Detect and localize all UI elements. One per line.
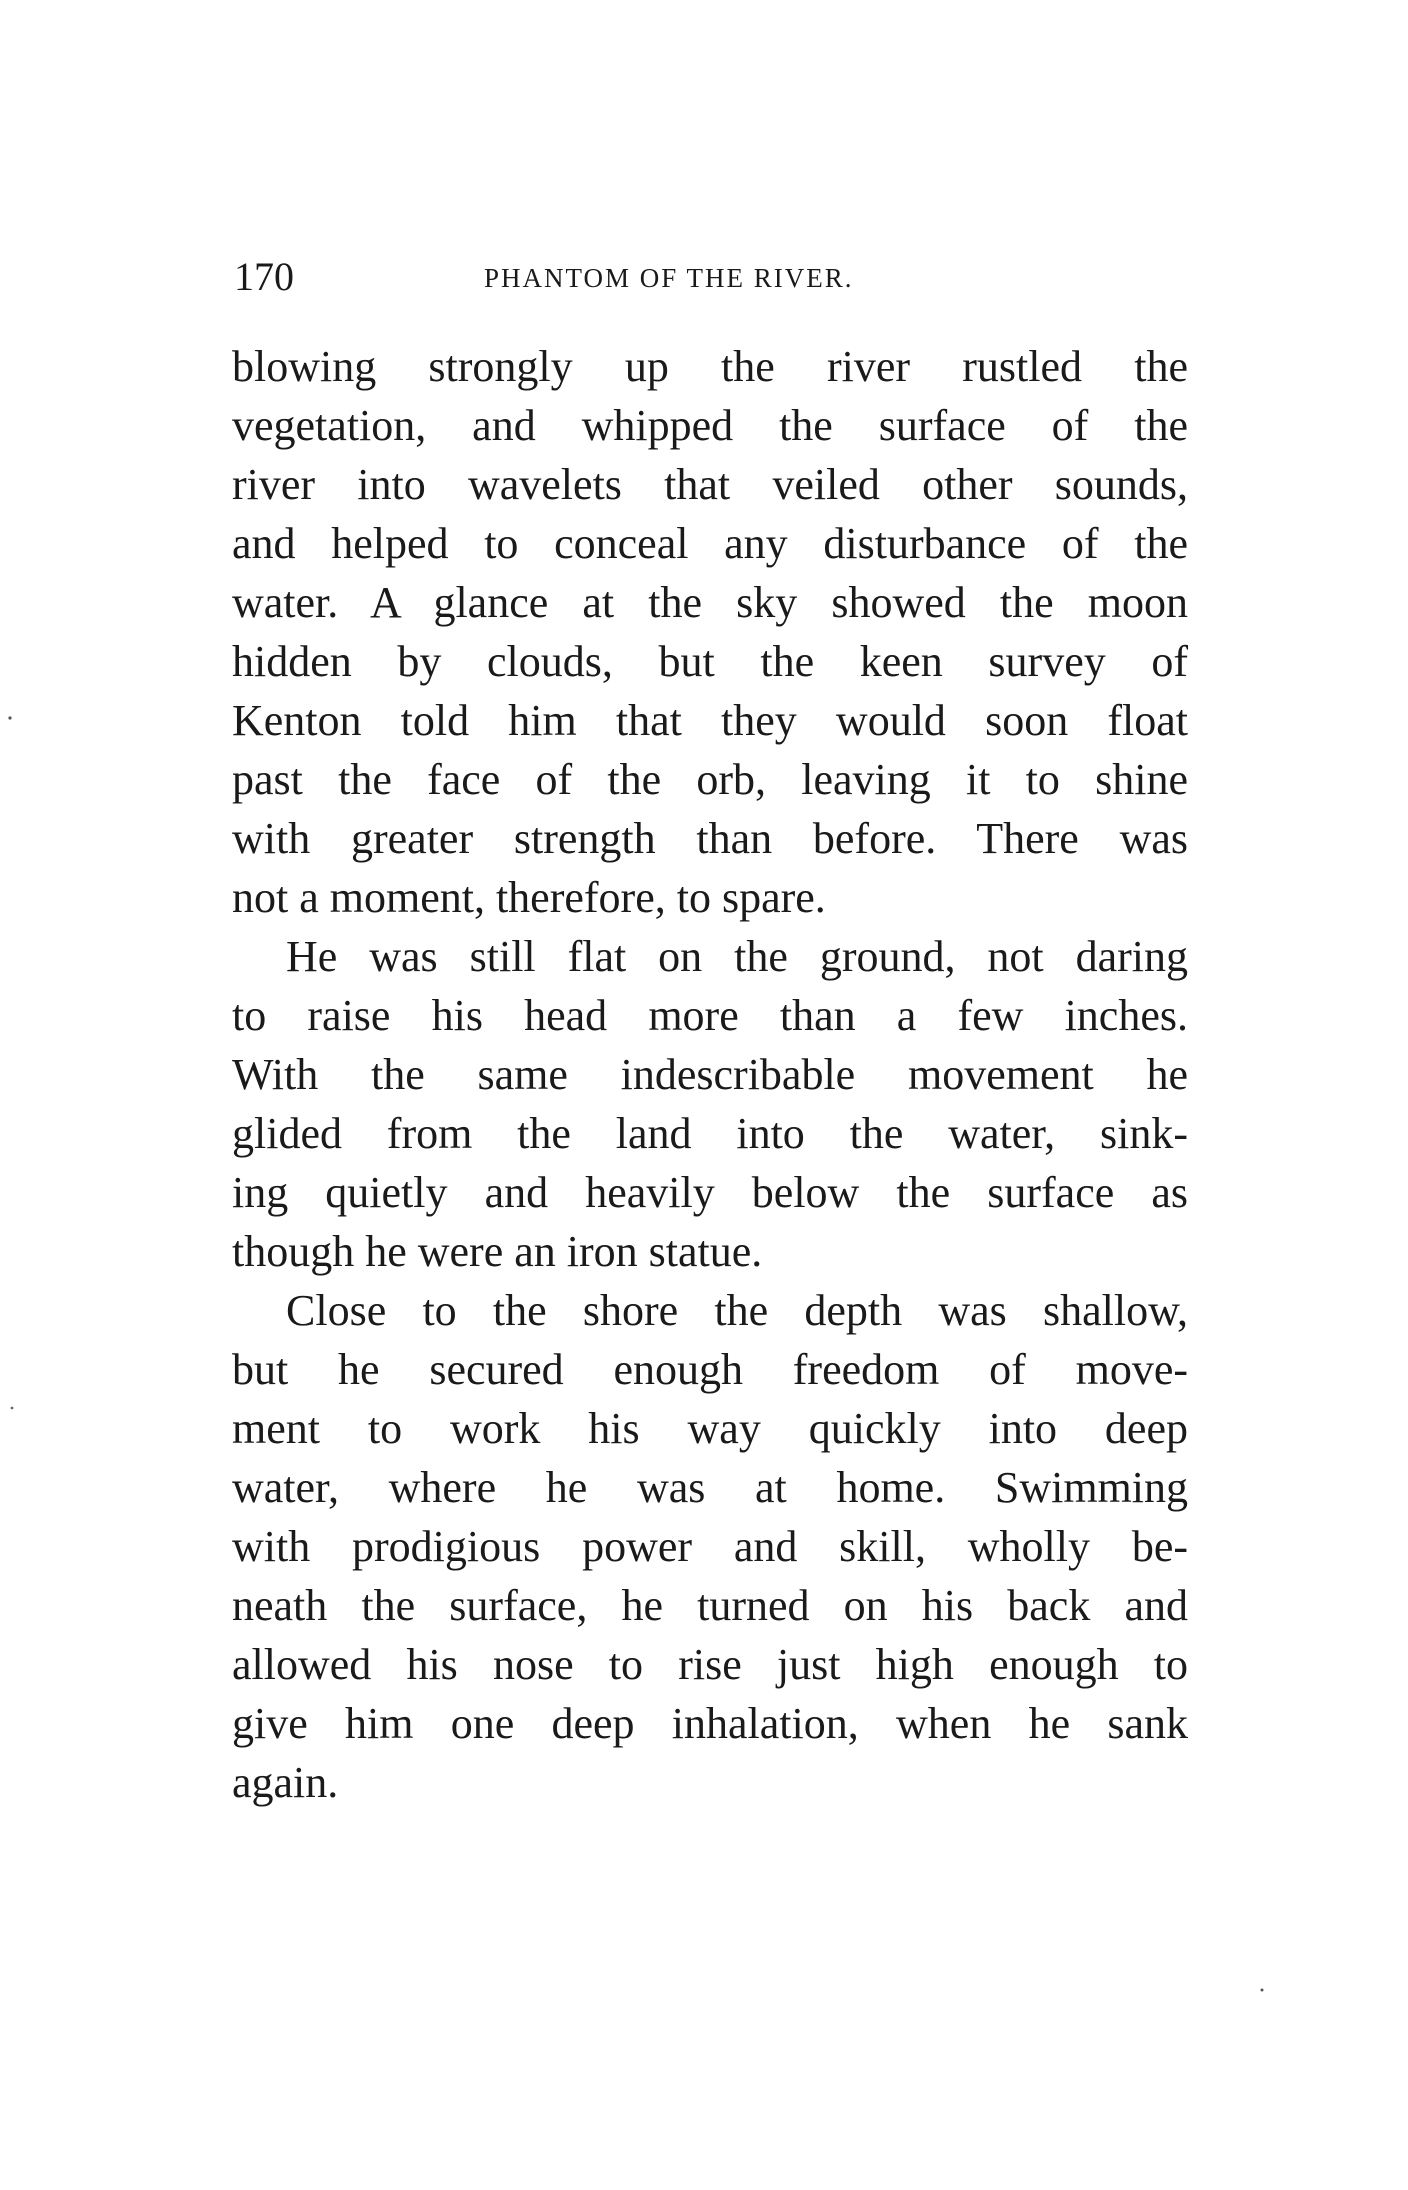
speck xyxy=(11,1407,14,1410)
paragraph xyxy=(232,927,1188,1281)
text-line: with prodigious power and skill, wholly be- xyxy=(232,1522,1188,1571)
running-head xyxy=(234,252,1190,302)
text-line: water, where he was at home. Swimming xyxy=(232,1463,1188,1512)
text-line: not a moment, therefore, to spare. xyxy=(232,873,826,922)
text-line: water. A glance at the sky showed the moon xyxy=(232,578,1188,627)
text-line: blowing strongly up the river rustled the xyxy=(232,342,1188,391)
text-line: to raise his head more than a few inches. xyxy=(232,991,1188,1040)
text-line: glided from the land into the water, sink- xyxy=(232,1109,1188,1158)
text-line: allowed his nose to rise just high enough to xyxy=(232,1640,1188,1689)
text-line: He was still flat on the ground, not daring xyxy=(286,932,1188,981)
text-line: Kenton told him that they would soon float xyxy=(232,696,1188,745)
text-line: past the face of the orb, leaving it to shine xyxy=(232,755,1188,804)
text-line: though he were an iron statue. xyxy=(232,1227,763,1276)
text-line: ment to work his way quickly into deep xyxy=(232,1404,1188,1453)
text-line: with greater strength than before. There was xyxy=(232,814,1188,863)
speck xyxy=(8,716,11,719)
running-title: PHANTOM OF THE RIVER. xyxy=(484,263,854,293)
text-line: river into wavelets that veiled other sounds, xyxy=(232,460,1188,509)
text-line: vegetation, and whipped the surface of the xyxy=(232,401,1188,450)
text-line: ing quietly and heavily below the surface as xyxy=(232,1168,1188,1217)
text-line: but he secured enough freedom of move- xyxy=(232,1345,1188,1394)
text-line: With the same indescribable movement he xyxy=(232,1050,1188,1099)
text-line: neath the surface, he turned on his back and xyxy=(232,1581,1188,1630)
speck xyxy=(1261,1989,1264,1992)
text-line: give him one deep inhalation, when he sank xyxy=(232,1699,1188,1748)
paragraph xyxy=(232,337,1188,927)
text-line: and helped to conceal any disturbance of the xyxy=(232,519,1188,568)
page-number: 170 xyxy=(234,254,294,299)
text-line: Close to the shore the depth was shallow, xyxy=(286,1286,1188,1335)
text-line: hidden by clouds, but the keen survey of xyxy=(232,637,1188,686)
body-text xyxy=(232,337,1188,1812)
paragraph xyxy=(232,1281,1188,1812)
text-line: again. xyxy=(232,1758,339,1807)
